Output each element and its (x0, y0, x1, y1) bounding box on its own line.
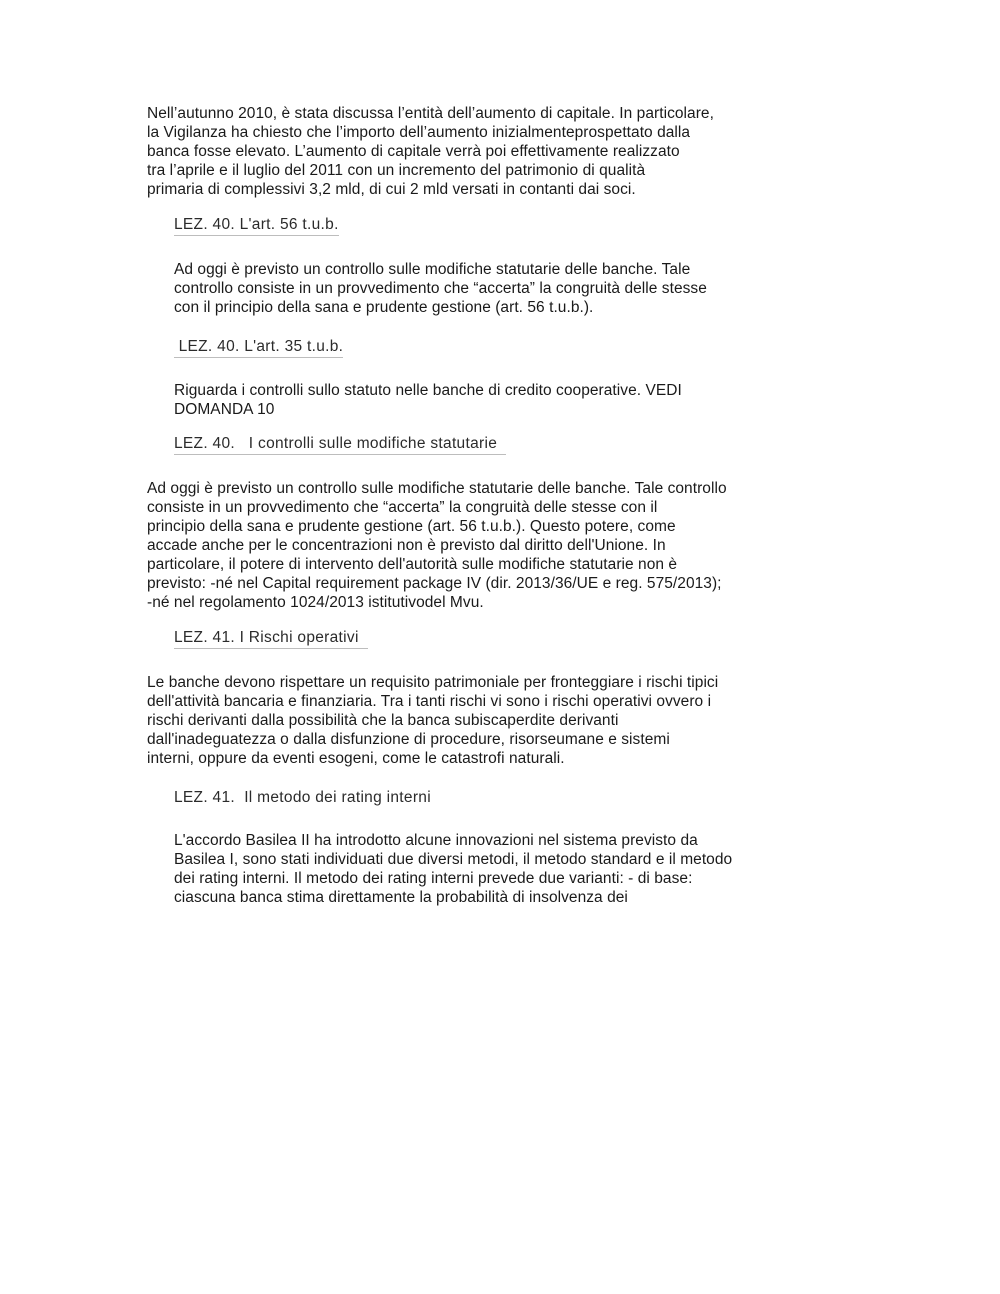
text-line: controllo consiste in un provvedimento che “accerta” la congruità delle stesse (174, 280, 707, 297)
text-line: accade anche per le concentrazioni non è previsto dal diritto dell'Unione. In (147, 537, 666, 554)
text-line: consiste in un provvedimento che “accerta” la congruità delle stesse con il (147, 499, 658, 516)
text-line: Basilea I, sono stati individuati due diversi metodi, il metodo standard e il metodo (174, 851, 733, 868)
text-line: previsto: -né nel Capital requirement package IV (dir. 2013/36/UE e reg. 575/2013); (147, 575, 722, 592)
text-line: Nell’autunno 2010, è stata discussa l’entità dell’aumento di capitale. In particolare, (147, 105, 714, 122)
text-line: banca fosse elevato. L’aumento di capitale verrà poi effettivamente realizzato (147, 143, 680, 160)
text-line: Riguarda i controlli sullo statuto nelle banche di credito cooperative. VEDI (174, 382, 682, 399)
text-line: la Vigilanza ha chiesto che l’importo dell’aumento inizialmenteprospettato dalla (147, 124, 691, 141)
section-heading-rischi-operativi: LEZ. 41. I Rischi operativi (174, 628, 368, 649)
text-line: DOMANDA 10 (174, 401, 275, 418)
text-line: interni, oppure da eventi esogeni, come le catastrofi naturali. (147, 750, 565, 767)
text-line: Le banche devono rispettare un requisito patrimoniale per fronteggiare i rischi tipici (147, 674, 719, 691)
text-line: rischi derivanti dalla possibilità che la banca subiscaperdite derivanti (147, 712, 619, 729)
paragraph-capital-increase (147, 104, 854, 199)
text-line: -né nel regolamento 1024/2013 istitutivodel Mvu. (147, 594, 484, 611)
text-line: Ad oggi è previsto un controllo sulle modifiche statutarie delle banche. Tale (174, 261, 691, 278)
section-heading-art-35: LEZ. 40. L'art. 35 t.u.b. (174, 337, 343, 358)
text-line: con il principio della sana e prudente gestione (art. 56 t.u.b.). (174, 299, 594, 316)
section-heading-art-56: LEZ. 40. L'art. 56 t.u.b. (174, 215, 339, 236)
paragraph-art-35 (174, 381, 824, 419)
text-line: dei rating interni. Il metodo dei rating interni prevede due varianti: - di base: (174, 870, 693, 887)
section-heading-controlli-statutarie: LEZ. 40. I controlli sulle modifiche statutarie (174, 434, 506, 455)
paragraph-rating-interni (174, 831, 824, 907)
text-line: dell'attività bancaria e finanziaria. Tra i tanti rischi vi sono i rischi operativi ovvero i (147, 693, 712, 710)
text-line: primaria di complessivi 3,2 mld, di cui 2 mld versati in contanti dai soci. (147, 181, 636, 198)
text-line: dall'inadeguatezza o dalla disfunzione di procedure, risorseumane e sistemi (147, 731, 670, 748)
paragraph-controlli-statutarie (147, 479, 854, 612)
text-line: principio della sana e prudente gestione (art. 56 t.u.b.). Questo potere, come (147, 518, 676, 535)
text-line: L'accordo Basilea II ha introdotto alcune innovazioni nel sistema previsto da (174, 832, 698, 849)
text-line: tra l’aprile e il luglio del 2011 con un incremento del patrimonio di qualità (147, 162, 646, 179)
paragraph-rischi-operativi (147, 673, 854, 768)
section-heading-rating-interni: LEZ. 41. Il metodo dei rating interni (174, 789, 431, 806)
paragraph-art-56 (174, 260, 824, 317)
text-line: ciascuna banca stima direttamente la probabilità di insolvenza dei (174, 889, 628, 906)
text-line: Ad oggi è previsto un controllo sulle modifiche statutarie delle banche. Tale controllo (147, 480, 727, 497)
text-line: particolare, il potere di intervento dell'autorità sulle modifiche statutarie non è (147, 556, 678, 573)
